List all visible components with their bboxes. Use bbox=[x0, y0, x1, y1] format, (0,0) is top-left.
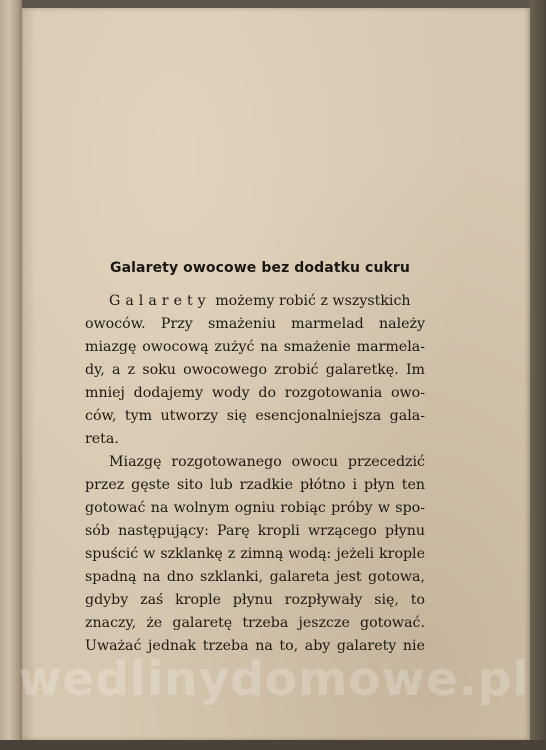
text-line: ców, tym utworzy się esencjonalniejsza gala- bbox=[85, 408, 425, 424]
text-line: gdyby zaś krople płynu rozpływały się, to bbox=[85, 592, 425, 608]
text-line: spuścić w szklankę z zimną wodą: jeżeli krople bbox=[85, 546, 425, 562]
text-line bbox=[109, 290, 411, 312]
text-line: przez gęste sito lub rzadkie płótno i płyn ten bbox=[85, 477, 425, 493]
lead-word: Galarety bbox=[109, 293, 211, 309]
text-line: mniej dodajemy wody do rozgotowania owo- bbox=[85, 385, 425, 401]
text-line: sób następujący: Parę kropli wrzącego płynu bbox=[85, 523, 425, 539]
section-heading: Galarety owocowe bez dodatku cukru bbox=[110, 260, 411, 276]
text-line: spadną na dno szklanki, galareta jest gotowa, bbox=[85, 569, 425, 585]
scanner-right-edge bbox=[530, 0, 546, 750]
site-watermark: wedlinydomowe.pl bbox=[18, 652, 530, 707]
scanner-bottom-edge bbox=[0, 740, 546, 750]
text-line: dy, a z soku owocowego zrobić galaretkę. Im bbox=[85, 362, 425, 378]
text-line: znaczy, że galaretę trzeba jeszcze gotować. bbox=[85, 615, 425, 631]
book-page bbox=[22, 8, 530, 740]
text-line: gotować na wolnym ogniu robiąc próby w spo- bbox=[85, 500, 425, 516]
text-line: owoców. Przy smażeniu marmelad należy bbox=[85, 316, 425, 332]
text-line: miazgę owocową zużyć na smażenie marmela- bbox=[85, 339, 425, 355]
text-line: Miazgę rozgotowanego owocu przecedzić bbox=[109, 454, 425, 470]
text-span: możemy robić z wszystkich bbox=[210, 293, 411, 309]
previous-page-edge bbox=[0, 0, 22, 750]
text-line: reta. bbox=[85, 431, 119, 447]
text-line: Uważać jednak trzeba na to, aby galarety nie bbox=[85, 638, 425, 654]
